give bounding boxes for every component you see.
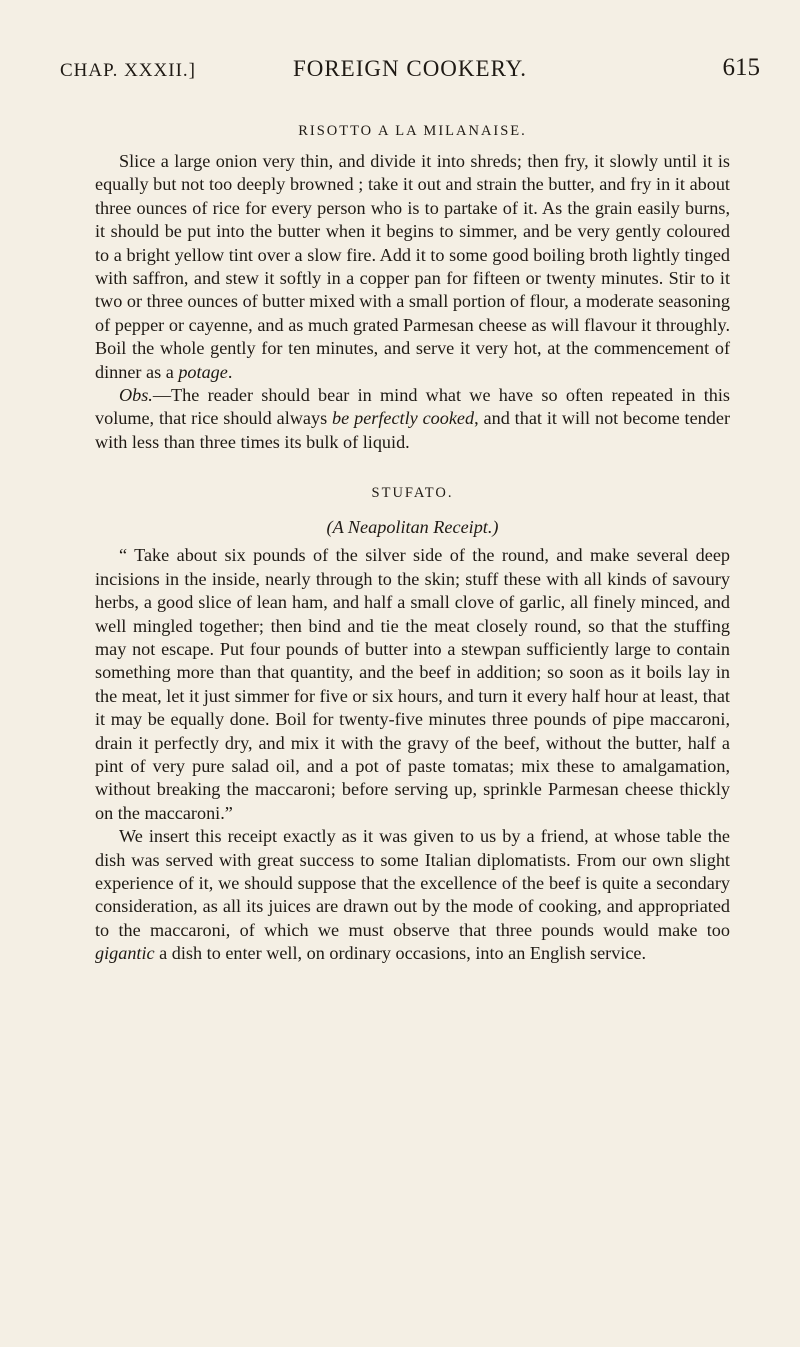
- obs-paragraph: [95, 384, 730, 454]
- recipe-title-stufato: STUFATO.: [371, 485, 454, 502]
- running-title: FOREIGN COOKERY.: [292, 56, 528, 81]
- obs-italic: be perfectly cooked: [332, 408, 475, 429]
- stufato-paragraph-1: “ Take about six pounds of the silver side of the round, and make several deep incisions in the inside, nearly through to the skin; stuff these with all kinds of savoury herbs, a good slice of lean ham, and half a small clove of garlic, all finely minced, and well mingled together; then bind and tie the meat closely round, so that the stuffing may not escape. Put four pounds of butter into a stewpan sufficiently large to contain something more than that quantity, and the beef in addition; so soon as it boils lay in the meat, let it just simmer for five or six hours, and turn it every half hour at least, that it may be equally done. Boil for twenty-five minutes three pounds of pipe maccaroni, drain it perfectly dry, and mix it with the gravy of the beef, without the butter, half a pint of very pure salad oil, and a pot of paste tomatas; mix these to amalgamation, without breaking the maccaroni; before serving up, sprinkle Parmesan cheese thickly on the maccaroni.”: [95, 545, 730, 823]
- recipe-subtitle: (A Neapolitan Receipt.): [326, 517, 499, 538]
- potage-italic: potage: [178, 361, 228, 382]
- stufato-text-2a: We insert this receipt exactly as it was given to us by a friend, at whose table the dish was served with great success to some Italian diplomatists. From our own slight experience of it, we should suppose that the excellence of the beef is quite a secondary consideration, as all its juices are drawn out by the mode of cooking, and appropriated to the maccaroni, of which we must observe that three pounds would make too: [95, 826, 730, 940]
- obs-text-2: , and that it will not become tender with less than three times its bulk of liquid.: [95, 408, 730, 452]
- stufato-text-2b: a dish to enter well, on ordinary occasions, into an English service.: [154, 943, 647, 964]
- risotto-period: .: [227, 361, 233, 382]
- stufato-paragraph-2: [95, 825, 730, 965]
- page-number: 615: [722, 54, 760, 81]
- obs-text-1: —The reader should bear in mind what we have so often repeated in this volume, that rice should always: [95, 385, 730, 429]
- risotto-text: Slice a large onion very thin, and divide it into shreds; then fry, it slowly until it is equally but not too deeply browned ; take it out and strain the butter, and fry in it about three ounces of rice for every person who is to partake of it. As the grain easily burns, it should be put into the butter when it begins to simmer, and be very gently coloured to a bright yellow tint over a slow fire. Add it to some good boiling broth lightly tinged with saffron, and stew it softly in a copper pan for fifteen or twenty minutes. Stir to it two or three ounces of butter mixed with a small portion of flour, a moderate seasoning of pepper or cayenne, and as much grated Parmesan cheese as will flavour it throughly. Boil the whole gently for ten minutes, and serve it very hot, at the commencement of dinner as a: [95, 151, 730, 382]
- recipe-title-risotto: RISOTTO A LA MILANAISE.: [298, 123, 527, 139]
- page-body: [95, 116, 730, 966]
- obs-label: Obs.: [119, 385, 153, 406]
- gigantic-italic: gigantic: [95, 943, 155, 964]
- running-header: [60, 50, 760, 90]
- chapter-label: CHAP. XXXII.]: [60, 60, 196, 81]
- risotto-paragraph: [95, 150, 730, 384]
